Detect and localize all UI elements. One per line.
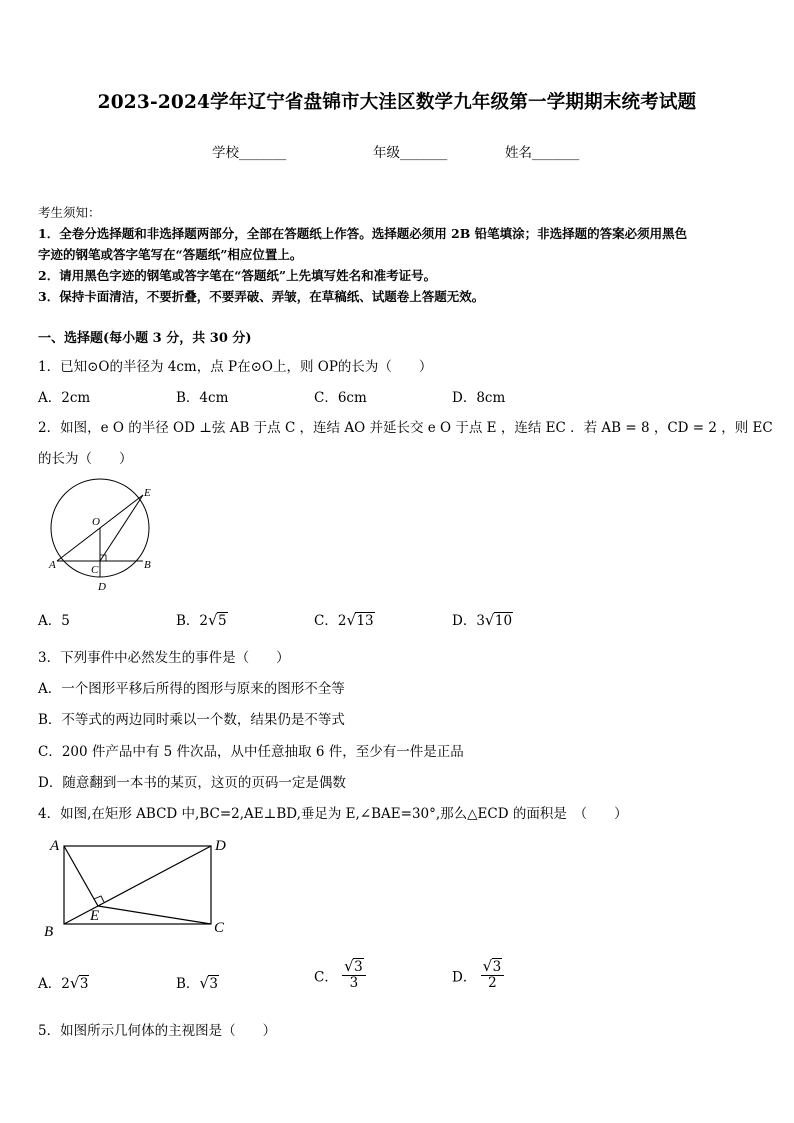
question-2-stem-line-1: 2．如图，e O 的半径 OD ⊥弦 AB 于点 C ，连结 AO 并延长交 e O 于点 E ，连结 EC ．若 AB = 8 ，CD = 2 ，则 EC: [38, 420, 773, 436]
label-c: C: [91, 564, 99, 576]
page-title: 2023-2024学年辽宁省盘锦市大洼区数学九年级第一学期期末统考试题: [97, 92, 697, 113]
label-a: A: [49, 559, 56, 571]
question-2-stem-line-2: 的长为（ ）: [38, 451, 133, 467]
question-1-stem: 1．已知⊙O的半径为 4cm，点 P在⊙O上，则 OP的长为（ ）: [38, 359, 433, 375]
q4-option-c: C． √ $\frac{3}{3}$: [314, 960, 366, 991]
grade-field: 年级_______: [373, 145, 448, 161]
q2-option-a: A．5: [38, 613, 70, 629]
notice-heading: 考生须知：: [38, 205, 101, 220]
school-field: 学校_______: [212, 145, 287, 161]
q1-option-c: C．6cm: [314, 390, 367, 406]
q4-rectangle-figure: [40, 832, 240, 942]
name-field: 姓名_______: [505, 145, 580, 161]
section-heading: 一、选择题(每小题 3 分，共 30 分): [38, 331, 252, 346]
label-o: O: [92, 516, 100, 528]
q3-option-c: C．200 件产品中有 5 件次品，从中任意抽取 6 件，至少有一件是正品: [38, 744, 464, 760]
q4-option-d: D． √ $\frac{3}{2}$: [452, 960, 504, 991]
q1-option-d: D．8cm: [452, 390, 506, 406]
q4-option-b: B．√ 3: [176, 972, 219, 992]
q1-option-b: B．4cm: [176, 390, 229, 406]
q2-option-c: C．2√ 13: [314, 609, 375, 629]
notice-item-1-line-1: 1．全卷分选择题和非选择题两部分，全部在答题纸上作答。选择题必须用 2B 铅笔填涂；非选择题的答案必须用黑色: [38, 226, 688, 241]
label-e: E: [90, 908, 100, 924]
label-b: B: [144, 559, 151, 571]
q1-option-a: A．2cm: [38, 390, 91, 406]
line-ec: [98, 906, 211, 924]
q4-option-a: A．2√ 3: [38, 972, 89, 992]
question-5-stem: 5．如图所示几何体的主视图是（ ）: [38, 1023, 277, 1039]
label-b: B: [44, 924, 54, 940]
line-ec: [100, 495, 143, 561]
label-c: C: [214, 920, 225, 936]
question-3-stem: 3．下列事件中必然发生的事件是（ ）: [38, 650, 290, 666]
q2-option-b: B．2√ 5: [176, 609, 228, 629]
q3-option-b: B．不等式的两边同时乘以一个数，结果仍是不等式: [38, 712, 345, 728]
q2-option-d: D．3√ 10: [452, 609, 513, 629]
question-4-stem: 4．如图,在矩形 ABCD 中,BC=2,AE⊥BD,垂足为 E,∠BAE=30°,那么△ECD 的面积是 （ ）: [38, 806, 628, 822]
label-e: E: [144, 487, 151, 499]
label-a: A: [50, 838, 60, 854]
q3-option-a: A．一个图形平移后所得的图形与原来的图形不全等: [38, 681, 345, 697]
label-d: D: [215, 838, 226, 854]
notice-item-3: 3．保持卡面清洁，不要折叠，不要弄破、弄皱，在草稿纸、试题卷上答题无效。: [38, 289, 485, 304]
notice-item-2: 2．请用黑色字迹的钢笔或答字笔在“答题纸”上先填写姓名和准考证号。: [38, 268, 437, 283]
label-d: D: [98, 581, 106, 593]
q3-option-d: D．随意翻到一本书的某页，这页的页码一定是偶数: [38, 775, 346, 791]
notice-item-1-line-2: 字迹的钢笔或答字笔写在“答题纸”相应位置上。: [38, 247, 303, 262]
q2-circle-figure: [40, 478, 170, 596]
line-ae: [64, 846, 98, 906]
